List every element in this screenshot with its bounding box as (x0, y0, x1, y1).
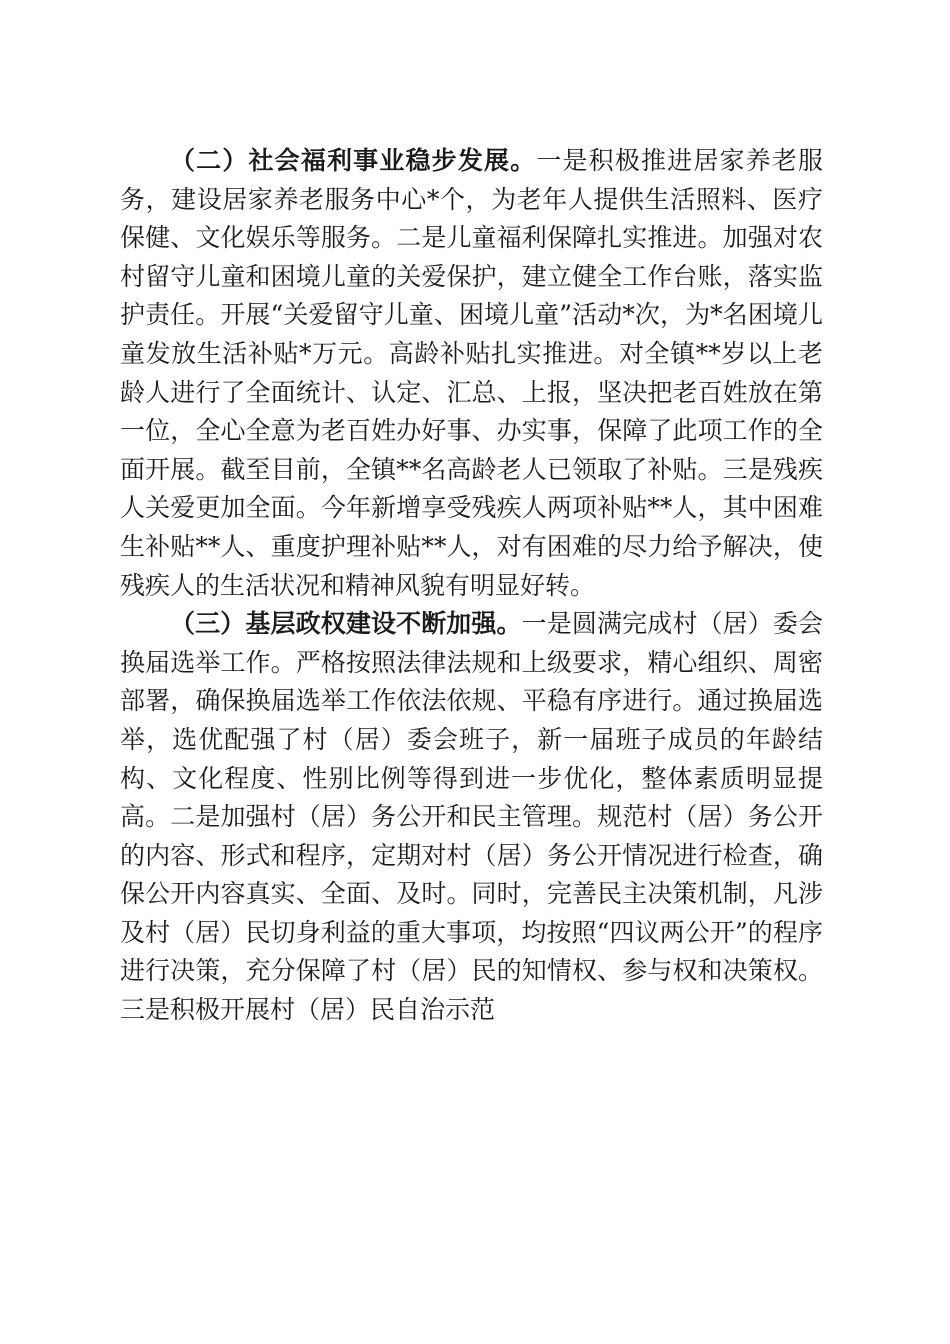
document-body (120, 142, 823, 1030)
paragraph-text: 一是圆满完成村（居）委会换届选举工作。严格按照法律法规和上级要求，精心组织、周密部署，确保换届选举工作依法依规、平稳有序进行。通过换届选举，选优配强了村（居）委会班子，新一届班子成员的年龄结构、文化程度、性别比例等得到进一步优化，整体素质明显提高。二是加强村（居）务公开和民主管理。规范村（居）务公开的内容、形式和程序，定期对村（居）务公开情况进行检查，确保公开内容真实、全面、及时。同时，完善民主决策机制，凡涉及村（居）民切身利益的重大事项，均按照“四议两公开”的程序进行决策，充分保障了村（居）民的知情权、参与权和决策权。三是积极开展村（居）民自治示范 (120, 609, 823, 1025)
paragraph-heading: （三）基层政权建设不断加强。 (170, 609, 522, 639)
paragraph-text: 一是积极推进居家养老服务，建设居家养老服务中心*个，为老年人提供生活照料、医疗保健、文化娱乐等服务。二是儿童福利保障扎实推进。加强对农村留守儿童和困境儿童的关爱保护，建立健全工作台账，落实监护责任。开展“关爱留守儿童、困境儿童”活动*次，为*名困境儿童发放生活补贴*万元。高龄补贴扎实推进。对全镇**岁以上老龄人进行了全面统计、认定、汇总、上报，坚决把老百姓放在第一位，全心全意为老百姓办好事、办实事，保障了此项工作的全面开展。截至目前，全镇**名高龄老人已领取了补贴。三是残疾人关爱更加全面。今年新增享受残疾人两项补贴**人，其中困难生补贴**人、重度护理补贴**人，对有困难的尽力给予解决，使残疾人的生活状况和精神风貌有明显好转。 (120, 146, 823, 600)
paragraph-grassroots-governance (120, 605, 823, 1030)
paragraph-heading: （二）社会福利事业稳步发展。 (170, 146, 537, 175)
paragraph-social-welfare (120, 142, 823, 605)
